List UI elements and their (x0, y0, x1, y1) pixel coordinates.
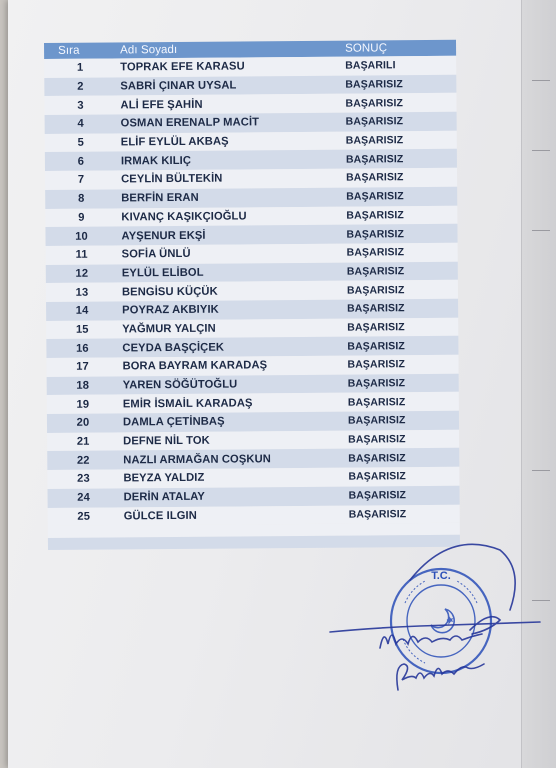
row-result: BAŞARILI (345, 59, 396, 72)
row-name: BENGİSU KÜÇÜK (121, 285, 218, 298)
header-result: SONUÇ (345, 42, 388, 55)
signature-name (389, 646, 394, 649)
row-name: EMİR İSMAİL KARADAŞ (122, 397, 253, 411)
row-name: GÜLCE ILGIN (123, 509, 197, 523)
row-name: POYRAZ AKBIYIK (122, 303, 219, 317)
row-no: 24 (77, 491, 90, 504)
row-result: BAŞARISIZ (348, 508, 407, 521)
row-result: BAŞARISIZ (346, 171, 404, 185)
header-name: Adı Soyadı (120, 43, 178, 57)
row-name: TOPRAK EFE KARASU (120, 60, 245, 74)
row-no: 12 (75, 267, 89, 280)
row-no: 4 (77, 118, 84, 131)
row-name: OSMAN ERENALP MACİT (120, 116, 260, 130)
row-name: CEYLİN BÜLTEKİN (121, 173, 223, 186)
row-result: BAŞARISIZ (346, 265, 405, 278)
row-result: BAŞARISIZ (348, 433, 406, 446)
results-table (44, 40, 460, 550)
row-result: BAŞARISIZ (347, 339, 405, 353)
row-result: BAŞARISIZ (347, 358, 406, 371)
row-result: BAŞARISIZ (346, 227, 405, 241)
row-no: 21 (76, 435, 90, 448)
row-no: 18 (76, 379, 90, 392)
row-no: 19 (76, 398, 90, 411)
row-no: 23 (77, 473, 90, 486)
row-name: SABRİ ÇINAR UYSAL (120, 79, 237, 93)
row-no: 3 (77, 99, 84, 112)
header-no: Sıra (58, 44, 80, 57)
row-no: 14 (75, 304, 89, 318)
row-result: BAŞARISIZ (346, 209, 404, 222)
signature (320, 540, 550, 700)
row-name: CEYDA BAŞÇİÇEK (122, 341, 225, 355)
row-no: 1 (76, 62, 84, 75)
row-result: BAŞARISIZ (347, 377, 406, 390)
row-result: BAŞARISIZ (345, 134, 404, 147)
row-result: BAŞARISIZ (348, 470, 406, 484)
row-no: 22 (76, 454, 90, 467)
row-result: BAŞARISIZ (346, 283, 405, 297)
row-result: BAŞARISIZ (347, 395, 406, 409)
row-no: 9 (78, 211, 85, 224)
seal-text: T.C. (431, 570, 451, 582)
row-name: IRMAK KILIÇ (120, 154, 192, 168)
row-result: BAŞARISIZ (345, 96, 404, 110)
row-name: YAĞMUR YALÇIN (122, 322, 216, 336)
row-no: 16 (76, 342, 89, 355)
row-name: BERFİN ERAN (121, 191, 199, 205)
row-name: KIVANÇ KAŞIKÇIOĞLU (121, 210, 247, 224)
row-no: 25 (77, 510, 91, 523)
row-name: DERİN ATALAY (123, 490, 206, 504)
row-no: 11 (75, 248, 88, 261)
row-result: BAŞARISIZ (345, 152, 404, 166)
row-name: AYŞENUR EKŞİ (121, 229, 206, 242)
row-name: SOFİA ÜNLÜ (121, 248, 191, 261)
row-name: EYLÜL ELİBOL (121, 266, 204, 280)
row-result: BAŞARISIZ (347, 321, 405, 334)
row-result: BAŞARISIZ (348, 489, 407, 502)
row-no: 2 (77, 80, 84, 93)
row-no: 13 (75, 286, 89, 299)
row-name: BORA BAYRAM KARADAŞ (122, 359, 268, 373)
row-name: DAMLA ÇETİNBAŞ (122, 415, 225, 429)
row-name: BEYZA YALDIZ (123, 472, 205, 485)
row-no: 8 (78, 192, 85, 205)
row-no: 17 (76, 361, 89, 374)
row-no: 20 (76, 417, 90, 430)
row-name: NAZLI ARMAĞAN COŞKUN (123, 453, 271, 467)
row-result: BAŞARISIZ (348, 451, 406, 465)
row-name: DEFNE NİL TOK (123, 434, 210, 448)
signature-title (400, 689, 406, 691)
row-result: BAŞARISIZ (345, 78, 403, 91)
row-result: BAŞARISIZ (345, 115, 404, 129)
row-name: YAREN SÖĞÜTOĞLU (122, 378, 238, 392)
row-no: 7 (77, 174, 85, 187)
row-result: BAŞARISIZ (347, 414, 406, 428)
row-result: BAŞARISIZ (347, 302, 405, 315)
row-no: 6 (77, 155, 85, 168)
row-name: ALİ EFE ŞAHİN (120, 98, 203, 112)
row-no: 5 (77, 136, 84, 149)
row-no: 10 (75, 230, 88, 243)
table-body (44, 56, 460, 526)
row-name: ELİF EYLÜL AKBAŞ (120, 135, 229, 149)
row-result: BAŞARISIZ (346, 246, 405, 259)
row-no: 15 (75, 323, 89, 336)
row-result: BAŞARISIZ (346, 190, 404, 203)
